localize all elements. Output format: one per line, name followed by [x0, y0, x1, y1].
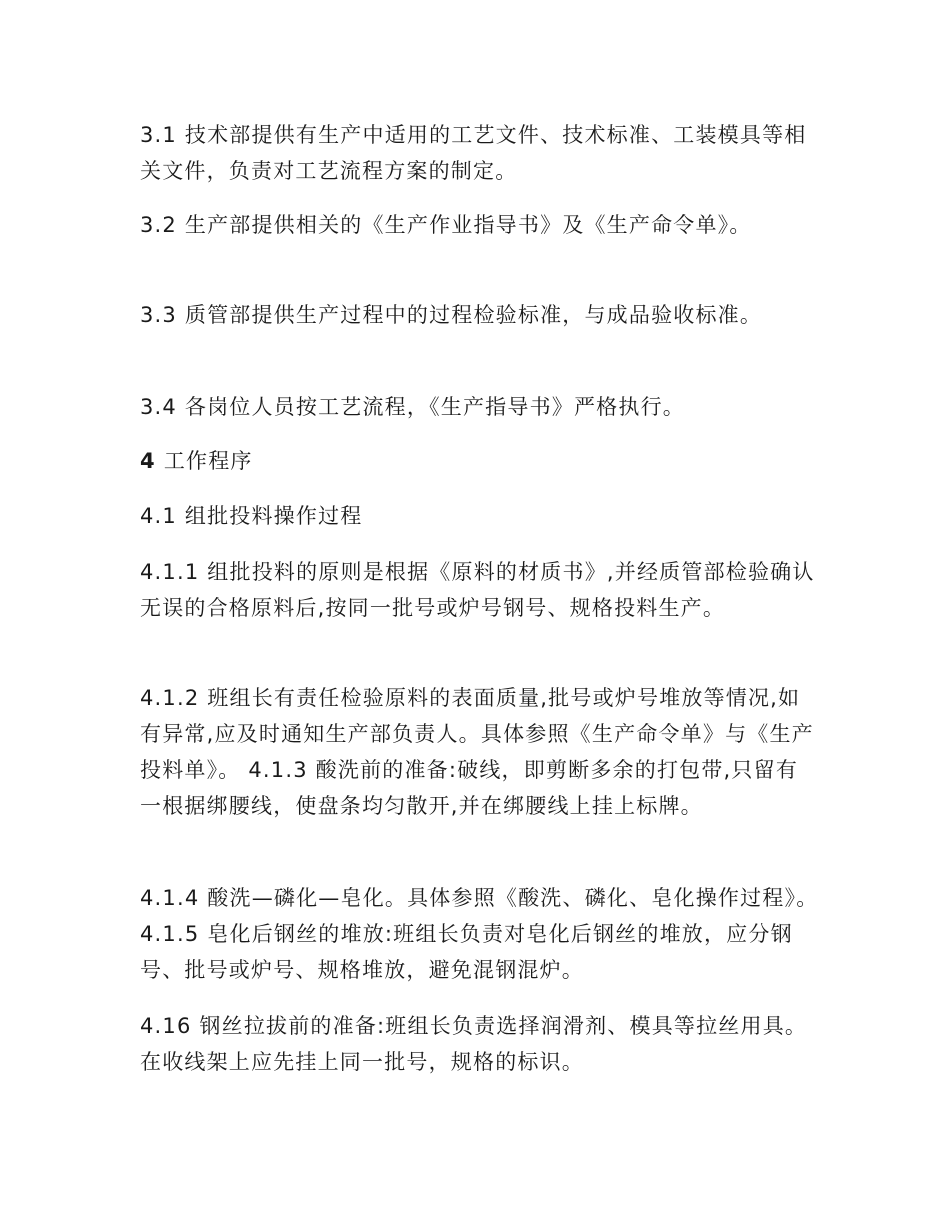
paragraph-3-3: 3.3 质管部提供生产过程中的过程检验标准，与成品验收标准。 — [140, 303, 763, 327]
paragraph-4-1-2: 4.1.2 班组长有责任检验原料的表面质量,批号或炉号堆放等情况,如有异常,应及时通知生产部负责人。具体参照《生产命令单》与《生产投料单》。 4.1.3 酸洗前的准备:破线，即剪断多余的打包带,只留有一根据绑腰线，使盘条均匀散开,并在绑腰线上挂上标牌。 — [140, 686, 814, 818]
section-heading-4 — [140, 443, 253, 479]
section-title: 工作程序 — [163, 449, 253, 473]
paragraph-4-1-4: 4.1.4 酸洗—磷化—皂化。具体参照《酸洗、磷化、皂化操作过程》。 4.1.5 皂化后钢丝的堆放:班组长负责对皂化后钢丝的堆放，应分钢号、批号或炉号、规格堆放，避免混钢混炉。 — [140, 886, 819, 982]
paragraph-3-4: 3.4 各岗位人员按工艺流程，《生产指导书》严格执行。 — [140, 395, 685, 419]
paragraph-3-2: 3.2 生产部提供相关的《生产作业指导书》及《生产命令单》。 — [140, 213, 752, 237]
paragraph-4-16: 4.16 钢丝拉拔前的准备:班组长负责选择润滑剂、模具等拉丝用具。在收线架上应先挂上同一批号，规格的标识。 — [140, 1014, 808, 1074]
paragraph-4-1: 4.1 组批投料操作过程 — [140, 504, 363, 528]
paragraph-4-1-1: 4.1.1 组批投料的原则是根据《原料的材质书》,并经质管部检验确认无误的合格原料后,按同一批号或炉号钢号、规格投料生产。 — [140, 560, 815, 620]
paragraph-3-1: 3.1 技术部提供有生产中适用的工艺文件、技术标准、工装模具等相关文件，负责对工艺流程方案的制定。 — [140, 123, 807, 183]
section-number: 4 — [140, 449, 156, 473]
